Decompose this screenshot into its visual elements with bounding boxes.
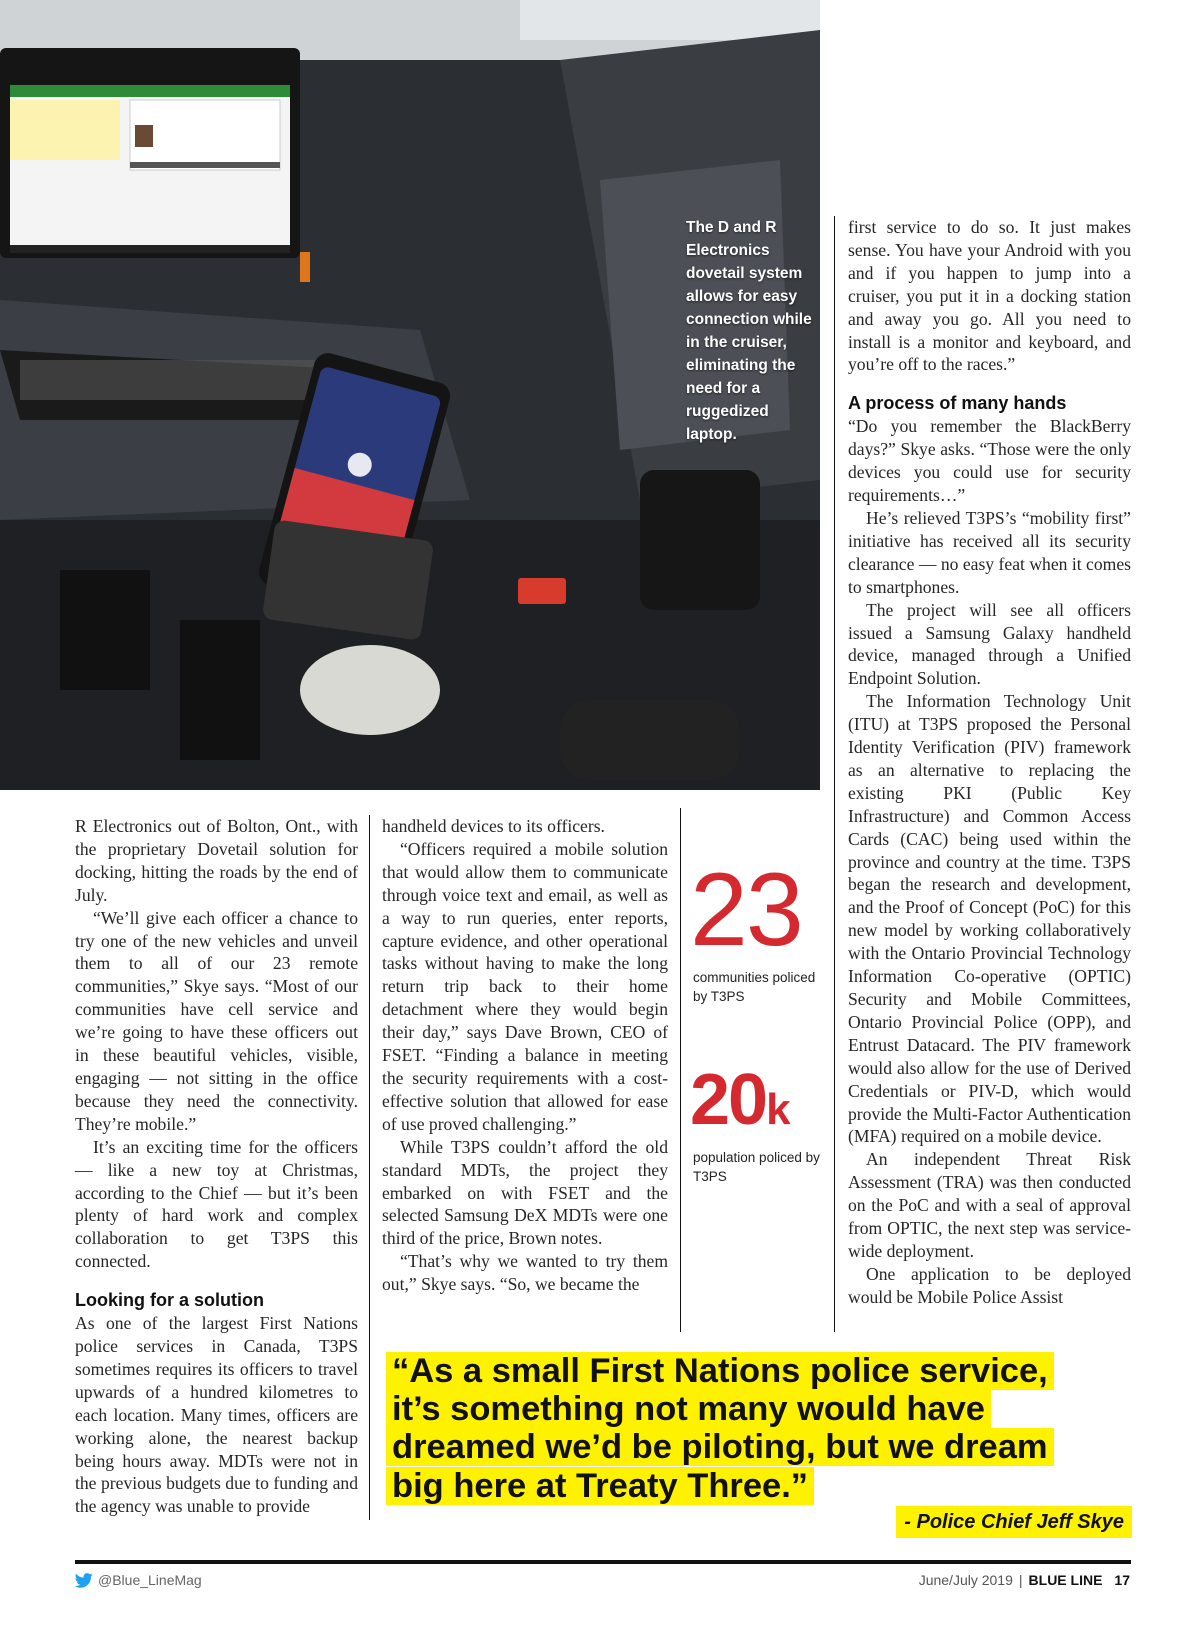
paragraph: “We’ll give each officer a chance to try one of the new vehicles and unveil them to all of our 23 remote communities,” Skye says. “Most of our communities have cell service and we’re going to have these officers out in these beautiful vehicles, visible, engaging — not sitting in the office because they need the connectivity. They’re mobile.” bbox=[75, 907, 358, 1134]
paragraph: It’s an exciting time for the officers — like a new toy at Christmas, according to the Chief — but it’s been plenty of hard work and complex collaboration to get T3PS this connected. bbox=[75, 1136, 358, 1272]
pull-quote-line: dreamed we’d be piloting, but we dream bbox=[386, 1428, 1054, 1466]
folio-separator: | bbox=[1018, 1572, 1023, 1588]
footer-folio bbox=[919, 1570, 1130, 1590]
column-divider bbox=[834, 216, 835, 1332]
paragraph: “That’s why we wanted to try them out,” Skye says. “So, we became the bbox=[382, 1251, 668, 1295]
pull-quote-line: big here at Treaty Three.” bbox=[386, 1467, 814, 1505]
pull-quote-line: “As a small First Nations police service, bbox=[386, 1352, 1054, 1390]
twitter-handle[interactable]: @Blue_LineMag bbox=[98, 1572, 202, 1588]
article-column-1 bbox=[75, 815, 358, 1518]
photo-caption: The D and R Electronics dovetail system allows for easy connection while in the cruiser, eliminating the need for a ruggedized laptop. bbox=[686, 219, 812, 443]
paragraph: While T3PS couldn’t afford the old standard MDTs, the project they embarked on with FSET and the selected Samsung DeX MDTs were one third of the price, Brown notes. bbox=[382, 1136, 668, 1249]
footer-rule bbox=[75, 1560, 1131, 1564]
stat-number-communities bbox=[690, 852, 802, 968]
section-heading: Looking for a solution bbox=[75, 1290, 264, 1311]
stat-value: 23 bbox=[690, 852, 802, 968]
paragraph: “Do you remember the BlackBerry days?” Skye asks. “Those were the only devices you could use for security requirements…” bbox=[848, 416, 1131, 506]
column-divider bbox=[369, 815, 370, 1520]
footer-social[interactable] bbox=[75, 1570, 202, 1590]
paragraph: R Electronics out of Bolton, Ont., with the proprietary Dovetail solution for docking, hitting the roads by the end of July. bbox=[75, 816, 358, 905]
paragraph: handheld devices to its officers. bbox=[382, 816, 605, 836]
stat-label-communities: communities policed by T3PS bbox=[693, 970, 816, 1004]
stat-number-population bbox=[690, 1060, 789, 1150]
stat-unit: k bbox=[766, 1085, 789, 1134]
paragraph: As one of the largest First Nations police services in Canada, T3PS sometimes requires its officers to travel upwards of a hundred kilometres to each location. Many times, officers are working alone, the nearest backup being hours away. MDTs were not in the previous budgets due to funding and the agency was unable to provide bbox=[75, 1313, 358, 1517]
publication-name: BLUE LINE bbox=[1028, 1572, 1103, 1588]
section-heading: A process of many hands bbox=[848, 393, 1067, 414]
article-column-3 bbox=[848, 216, 1131, 1309]
paragraph: One application to be deployed would be Mobile Police Assist bbox=[848, 1263, 1131, 1307]
twitter-bird-icon bbox=[75, 1573, 93, 1588]
issue-date: June/July 2019 bbox=[918, 1572, 1013, 1588]
pull-quote bbox=[386, 1352, 1126, 1505]
pull-quote-line: it’s something not many would have bbox=[386, 1390, 991, 1428]
paragraph: “Officers required a mobile solution that would allow them to communicate through voice text and email, as well as a way to run queries, enter reports, capture evidence, and other operational tasks without having to make the long return trip back to their home detachment where they would begin their day,” says Dave Brown, CEO of FSET. “Finding a balance in meeting the security requirements with a cost-effective solution that allowed for ease of use proved challenging.” bbox=[382, 838, 668, 1134]
stat-value: 20 bbox=[690, 1060, 767, 1140]
stat-label-population: population policed by T3PS bbox=[693, 1150, 820, 1184]
column-divider bbox=[680, 808, 681, 1332]
article-column-2 bbox=[382, 815, 668, 1296]
paragraph: The project will see all officers issued a Samsung Galaxy handheld device, managed through a Unified Endpoint Solution. bbox=[848, 599, 1131, 689]
paragraph: first service to do so. It just makes sense. You have your Android with you and if you happen to jump into a cruiser, you put it in a docking station and away you go. All you need to install is a monitor and keyboard, and you’re off to the races.” bbox=[848, 217, 1131, 375]
paragraph: The Information Technology Unit (ITU) at T3PS proposed the Personal Identity Verification (PIV) framework as an alternative to replacing the existing PKI (Public Key Infrastructure) and Common Access Cards (CAC) being used within the province and country at the time. T3PS began the research and development, and the Proof of Concept (PoC) for this new model by working collaboratively with the Ontario Provincial Technology Information Co-operative (OPTIC) Security and Mobile Committees, Ontario Provincial Police (OPP), and Entrust Datacard. The PIV framework would also allow for the use of Derived Credentials or PIV-D, which would provide the Multi-Factor Authentication (MFA) required on a mobile device. bbox=[848, 691, 1131, 1147]
paragraph: He’s relieved T3PS’s “mobility first” initiative has received all its security clearance — no easy feat when it comes to smartphones. bbox=[848, 507, 1131, 597]
cruiser-dock-photo bbox=[0, 0, 820, 790]
pull-quote-attribution: - Police Chief Jeff Skye bbox=[896, 1506, 1132, 1538]
paragraph: An independent Threat Risk Assessment (TRA) was then conducted on the PoC and with a seal of approval from OPTIC, the next step was service-wide deployment. bbox=[848, 1149, 1131, 1261]
page-number: 17 bbox=[1114, 1572, 1130, 1588]
